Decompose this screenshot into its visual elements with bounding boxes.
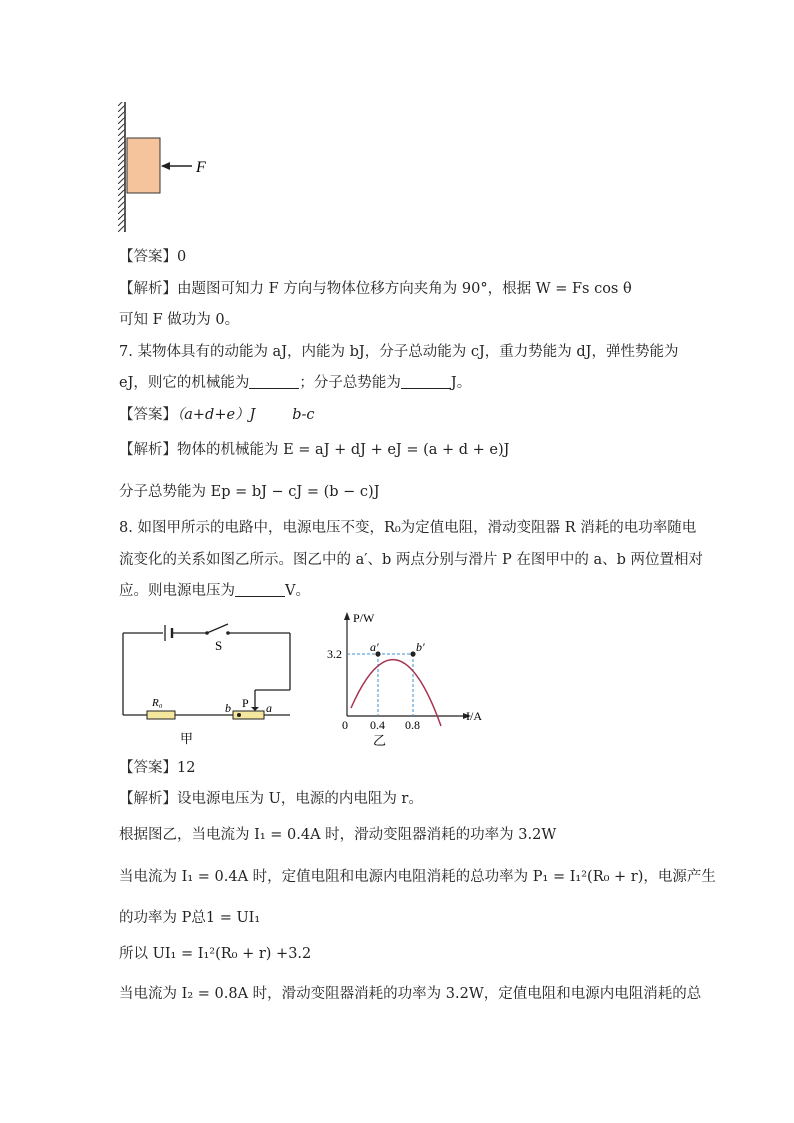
circuit-diagram xyxy=(115,615,305,750)
answer-value: （a+d+e）J b-c xyxy=(177,407,315,423)
analysis-tag: 【解析】 xyxy=(119,442,177,458)
slider-arrowhead xyxy=(251,707,259,711)
q6-answer xyxy=(119,247,186,267)
r0-label: R₀ xyxy=(152,697,163,709)
q8-stem-text-b: V。 xyxy=(285,583,310,599)
q8-stem-text-a: 应。则电源电压为 xyxy=(119,583,235,599)
q7-stem-line2 xyxy=(119,373,471,393)
slider-label: P xyxy=(242,696,249,710)
answer-tag: 【答案】 xyxy=(119,760,177,776)
block xyxy=(127,138,160,193)
point-a-label: a′ xyxy=(370,640,379,654)
power-current-graph xyxy=(325,608,495,750)
x-tick-label-1: 0.4 xyxy=(370,718,385,732)
answer-blank xyxy=(249,374,299,389)
q8-analysis-line3: 当电流为 I₁ = 0.4A 时，定值电阻和电源内电阻消耗的总功率为 P₁ = I₁²(R₀ + r)，电源产生 xyxy=(119,869,716,885)
force-label: F xyxy=(196,159,206,176)
q7-stem-text-b: ；分子总势能为 xyxy=(299,375,401,391)
force-arrowhead xyxy=(161,162,170,170)
q7-stem-text-a: eJ，则它的机械能为 xyxy=(119,375,250,391)
y-tick-label: 3.2 xyxy=(327,647,342,661)
y-axis-label: P/W xyxy=(353,611,375,625)
y-axis-arrowhead xyxy=(344,612,350,620)
answer-blank xyxy=(235,582,285,597)
q7-analysis xyxy=(119,440,509,460)
q8-stem-line3 xyxy=(119,581,310,601)
q8-stem-line2: 流变化的关系如图乙所示。图乙中的 a′、b 两点分别与滑片 P 在图甲中的 a、b 两位置相对 xyxy=(119,552,704,568)
terminal-b xyxy=(237,713,241,717)
x-tick-label-2: 0.8 xyxy=(405,718,420,732)
force-figure xyxy=(118,100,228,236)
position-a-label: a xyxy=(266,701,272,715)
point-b-prime xyxy=(410,651,415,656)
q6-analysis-cont: 可知 F 做功为 0。 xyxy=(119,312,240,328)
answer-tag: 【答案】 xyxy=(119,407,177,423)
analysis-tag: 【解析】 xyxy=(119,281,177,297)
wall-hatching xyxy=(118,102,125,232)
q8-analysis-line4: 的功率为 P总1 = UI₁ xyxy=(119,910,261,926)
q8-analysis-line5: 所以 UI₁ = I₁²(R₀ + r) +3.2 xyxy=(119,946,312,962)
answer-tag: 【答案】 xyxy=(119,249,177,265)
circuit-caption: 甲 xyxy=(180,731,194,746)
q8-analysis-line2: 根据图乙，当电流为 I₁ = 0.4A 时，滑动变阻器消耗的功率为 3.2W xyxy=(119,827,557,843)
q7-stem-text-c: J。 xyxy=(450,375,472,391)
point-b-label: b′ xyxy=(416,640,425,654)
x-axis-label: I/A xyxy=(466,709,482,723)
answer-blank xyxy=(401,374,451,389)
analysis-tag: 【解析】 xyxy=(119,791,177,807)
q6-analysis xyxy=(119,279,632,299)
q7-analysis-cont: 分子总势能为 Ep = bJ − cJ = (b − c)J xyxy=(119,484,380,500)
answer-value: 0 xyxy=(177,249,187,265)
analysis-text: 物体的机械能为 E = aJ + dJ + eJ = (a + d + e)J xyxy=(177,442,510,458)
q8-answer xyxy=(119,758,195,778)
analysis-text: 设电源电压为 U，电源的内电阻为 r。 xyxy=(177,791,423,807)
q7-stem-line1: 7. 某物体具有的动能为 aJ，内能为 bJ，分子总动能为 cJ，重力势能为 dJ，弹性势能为 xyxy=(119,344,679,360)
q8-stem-line1: 8. 如图甲所示的电路中，电源电压不变，R₀为定值电阻，滑动变阻器 R 消耗的电功率随电 xyxy=(119,520,697,536)
switch-blade xyxy=(207,624,228,633)
graph-caption: 乙 xyxy=(373,733,387,748)
q7-answer xyxy=(119,405,315,425)
switch-label: S xyxy=(215,638,223,653)
answer-value: 12 xyxy=(177,760,196,776)
q8-analysis xyxy=(119,789,423,809)
analysis-text: 由题图可知力 F 方向与物体位移方向夹角为 90°，根据 W = Fs cos θ xyxy=(177,281,632,297)
q8-analysis-line6: 当电流为 I₂ = 0.8A 时，滑动变阻器消耗的功率为 3.2W，定值电阻和电源内电阻消耗的总 xyxy=(119,986,702,1002)
origin-label: 0 xyxy=(342,718,348,732)
position-b-label: b xyxy=(225,701,231,715)
r0-resistor xyxy=(147,711,175,719)
